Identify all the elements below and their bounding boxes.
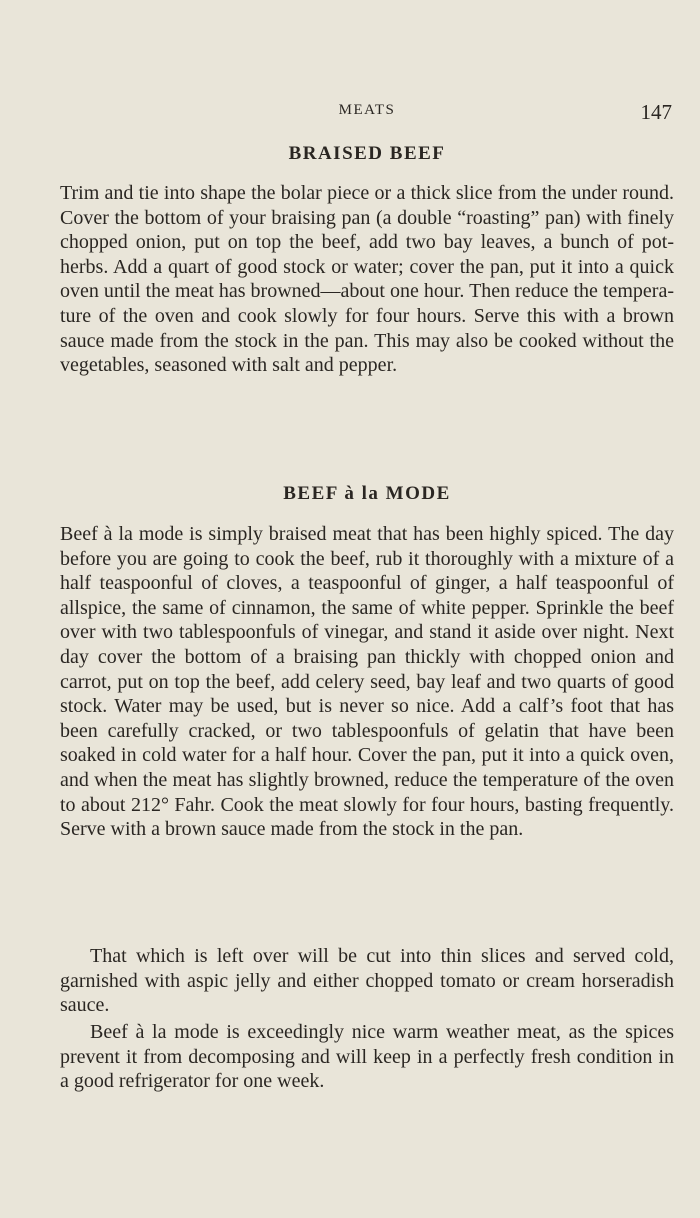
recipe-paragraph: That which is left over will be cut into thin slices and served cold, garnished with aspic jelly and either chopped tomato or cream horseradish sauce. (60, 945, 674, 1017)
running-head (60, 100, 674, 124)
recipe-heading-braised-beef: BRAISED BEEF (288, 143, 446, 164)
recipe-paragraph: Beef à la mode is exceedingly nice warm weather meat, as the spices prevent it from decomposing and will keep in a perfectly fresh condition in a good refrigerator for one week. (60, 1021, 674, 1093)
running-title: MEATS (338, 102, 396, 118)
recipe-heading-beef-a-la-mode: BEEF à la MODE (283, 483, 451, 504)
page-number: 147 (640, 100, 672, 124)
recipe-paragraph: Beef à la mode is simply braised meat that has been highly spiced. The day before you are going to cook the beef, rub it thoroughly with a mixture of a half teaspoonful of cloves, a teaspoonful of ginger, a half teaspoonful of allspice, the same of cinnamon, the same of white pepper. Sprinkle the beef over with two tablespoonfuls of vinegar, and stand it aside over night. Next day cover the bottom of a braising pan thickly with chopped onion and carrot, put on top the beef, add celery seed, bay leaf and two quarts of good stock. Water may be used, but is never so nice. Add a calf’s foot that has been carefully cracked, or two tablespoonfuls of gelatin that have been soaked in cold water for a half hour. Cover the pan, put it into a quick oven, and when the meat has slightly browned, reduce the temperature of the oven to about 212° Fahr. Cook the meat slowly for four hours, basting frequently. Serve with a brown sauce made from the stock in the pan. (60, 523, 674, 841)
recipe-paragraph: Trim and tie into shape the bolar piece or a thick slice from the under round. Cover the bottom of your braising pan (a double “roasting” pan) with finely chopped onion, put on top the beef, add two bay leaves, a bunch of pot-herbs. Add a quart of good stock or water; cover the pan, put it into a quick oven until the meat has browned—about one hour. Then reduce the temperature of the oven and cook slowly for four hours. Serve this with a brown sauce made from the stock in the pan. This may also be cooked without the vegetables, seasoned with salt and pepper. (60, 182, 674, 377)
